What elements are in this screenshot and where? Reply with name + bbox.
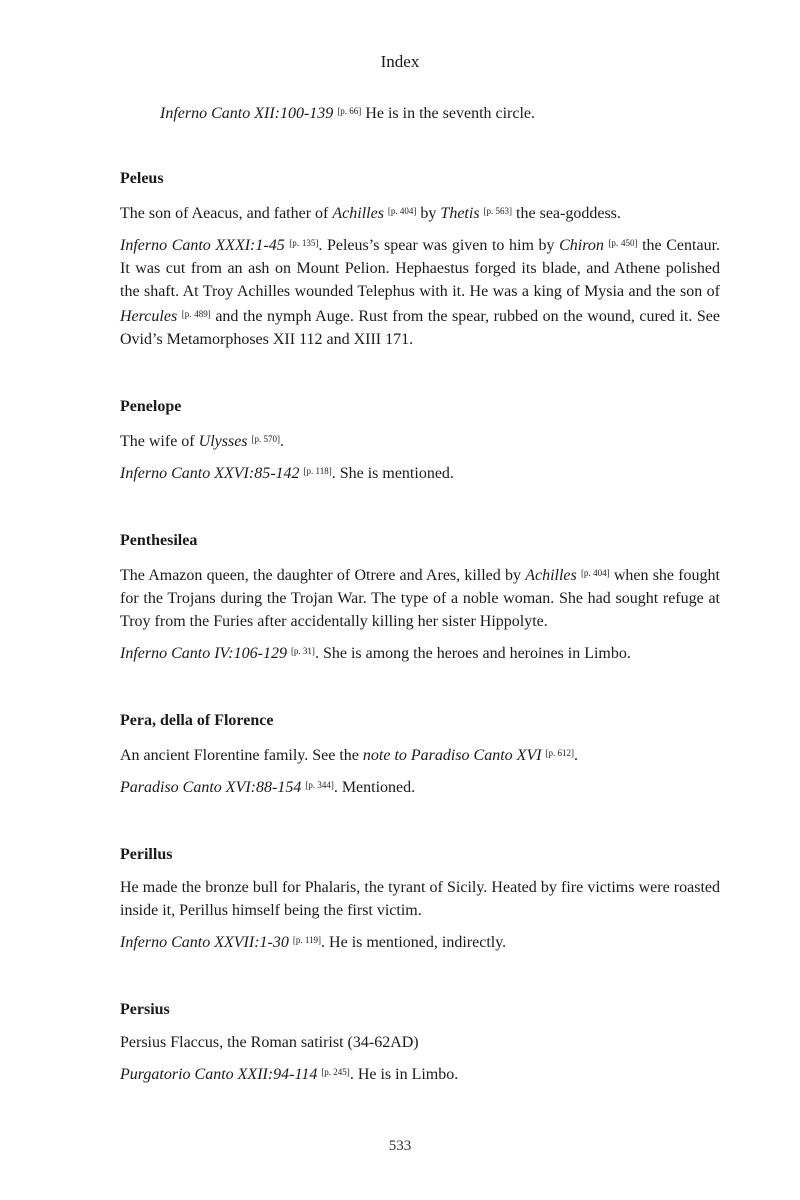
canto-reference-link[interactable]: Inferno Canto IV:106-129 [120, 645, 287, 662]
index-entry-penthesilea [120, 529, 720, 665]
cross-reference-link[interactable]: note to Paradiso Canto XVI [362, 747, 542, 764]
page-marker: [p. 612] [545, 748, 575, 758]
page-marker: [p. 404] [387, 206, 417, 216]
description-text: when she fought for the Trojans during the Trojan War. The type of a noble woman. She had sought refuge at Troy from the Furies after accidentally killing her sister Hippolyte. [120, 567, 720, 630]
canto-reference [120, 232, 720, 351]
entry-heading: Penelope [120, 398, 182, 415]
page-marker: [p. 489] [181, 309, 211, 319]
reference-text: . He is mentioned, indirectly. [321, 934, 507, 951]
cross-reference-link[interactable]: Ulysses [198, 433, 248, 450]
canto-reference-link[interactable]: Purgatorio Canto XXII:94-114 [120, 1066, 318, 1083]
index-entry-perillus [120, 843, 720, 954]
lead-reference-link[interactable]: Inferno Canto XII:100-139 [160, 105, 334, 122]
page-marker: [p. 245] [321, 1067, 350, 1077]
running-header: Index [380, 52, 420, 71]
canto-reference [120, 640, 720, 665]
index-entry-pera [120, 709, 720, 799]
page-marker: [p. 31] [290, 646, 315, 656]
canto-reference-link[interactable]: Paradiso Canto XVI:88-154 [120, 779, 302, 796]
canto-reference [120, 460, 720, 485]
description-text: The Amazon queen, the daughter of Otrere and Ares, killed by [120, 567, 526, 584]
cross-reference-link[interactable]: Achilles [525, 567, 577, 584]
lead-reference [160, 100, 720, 125]
page-marker: [p. 570] [251, 434, 281, 444]
description-text: the sea-goddess. [512, 205, 621, 222]
reference-text: . She is mentioned. [331, 465, 454, 482]
canto-reference-link[interactable]: Inferno Canto XXVII:1-30 [120, 934, 289, 951]
entry-heading: Pera, della of Florence [120, 712, 274, 729]
entry-description [120, 562, 720, 633]
canto-reference [120, 1061, 720, 1086]
entry-description [120, 742, 720, 767]
entry-heading: Peleus [120, 170, 164, 187]
entry-description: Persius Flaccus, the Roman satirist (34-62AD) [120, 1034, 419, 1051]
entry-heading: Persius [120, 1001, 170, 1018]
reference-text: the Centaur. It was cut from an ash on Mount Pelion. Hephaestus forged its blade, and Athene polished the shaft. At Troy Achilles wounded Telephus with it. He was a king of Mysia and the son of [120, 237, 721, 300]
cross-reference-link[interactable]: Hercules [120, 308, 178, 325]
entry-heading: Perillus [120, 846, 173, 863]
canto-reference-link[interactable]: Inferno Canto XXVI:85-142 [120, 465, 300, 482]
reference-text: . Peleus’s spear was given to him by [318, 237, 560, 254]
entry-description [120, 428, 720, 453]
reference-text: He is in the seventh circle. [361, 105, 536, 122]
cross-reference-link[interactable]: Thetis [440, 205, 480, 222]
index-entry-persius [120, 998, 720, 1086]
entry-description: He made the bronze bull for Phalaris, the tyrant of Sicily. Heated by fire victims were roasted inside it, Perillus himself being the first victim. [120, 879, 720, 919]
canto-reference-link[interactable]: Inferno Canto XXXI:1-45 [120, 237, 285, 254]
page-marker: [p. 450] [608, 238, 638, 248]
page-marker: [p. 135] [289, 238, 319, 248]
canto-reference [120, 774, 720, 799]
page-marker: [p. 344] [305, 780, 334, 790]
page-marker: [p. 404] [580, 568, 610, 578]
reference-text: . He is in Limbo. [349, 1066, 459, 1083]
description-text: . [280, 433, 285, 450]
entry-heading: Penthesilea [120, 532, 198, 549]
reference-text: . Mentioned. [333, 779, 416, 796]
description-text: An ancient Florentine family. See the [120, 747, 363, 764]
index-entry-peleus [120, 167, 720, 351]
cross-reference-link[interactable]: Chiron [559, 237, 604, 254]
index-entry-penelope [120, 395, 720, 485]
entry-description [120, 200, 720, 225]
page-marker: [p. 66] [337, 106, 362, 116]
description-text: The wife of [120, 433, 199, 450]
reference-text: and the nymph Auge. Rust from the spear, rubbed on the wound, cured it. See Ovid’s Metamorphoses XII 112 and XIII 171. [120, 308, 720, 348]
index-content [120, 100, 720, 1093]
cross-reference-link[interactable]: Achilles [332, 205, 384, 222]
description-text: The son of Aeacus, and father of [120, 205, 333, 222]
canto-reference [120, 929, 720, 954]
description-text: . [574, 747, 579, 764]
page-marker: [p. 563] [483, 206, 513, 216]
page-marker: [p. 118] [303, 466, 332, 476]
description-text: by [416, 205, 441, 222]
reference-text: . She is among the heroes and heroines in Limbo. [314, 645, 631, 662]
page-number: 533 [388, 1138, 412, 1154]
page-marker: [p. 119] [292, 935, 322, 945]
